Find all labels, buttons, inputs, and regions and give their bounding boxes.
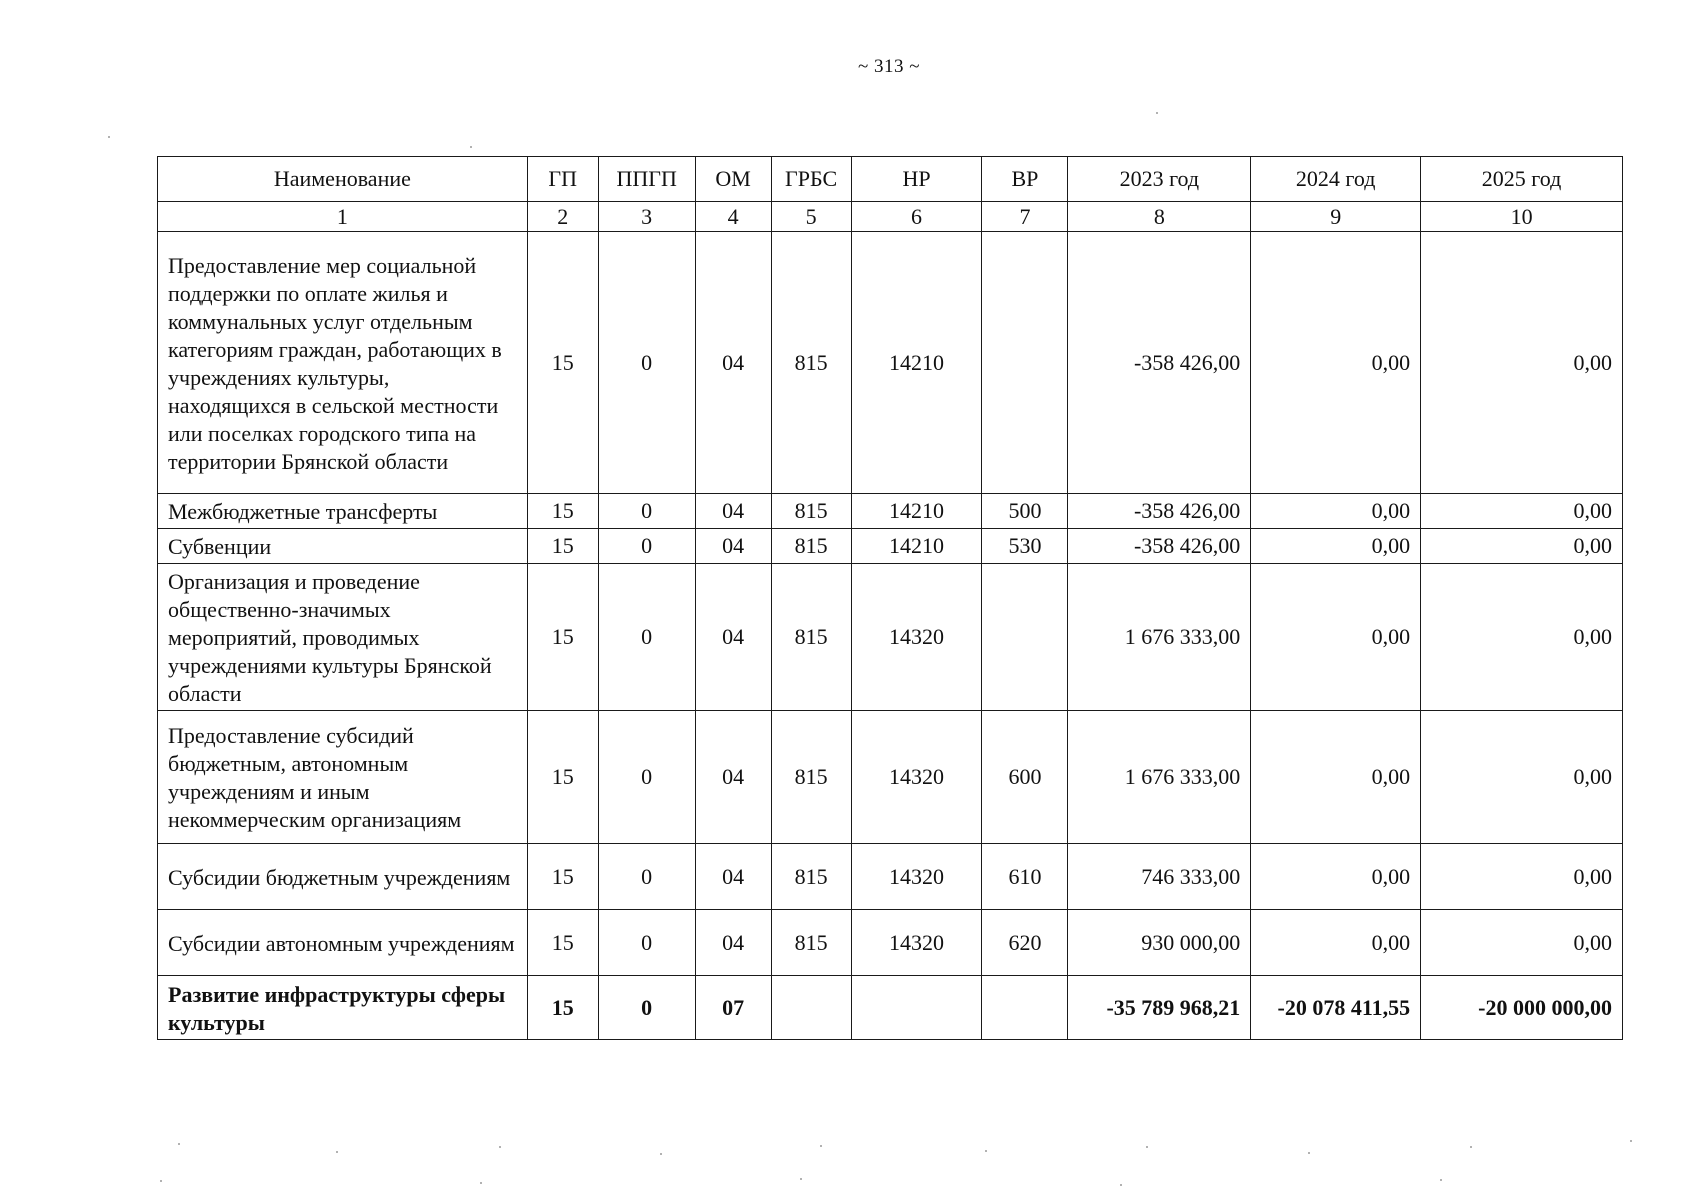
cell-2025: 0,00 bbox=[1421, 844, 1623, 910]
table-row bbox=[158, 976, 1623, 1040]
row-name: Субсидии автономным учреждениям bbox=[158, 910, 528, 976]
header-2023: 2023 год bbox=[1068, 157, 1251, 202]
cell-2023: -358 426,00 bbox=[1068, 494, 1251, 529]
cell-gp: 15 bbox=[527, 711, 598, 844]
cell-2025: 0,00 bbox=[1421, 711, 1623, 844]
scan-speck bbox=[800, 1178, 802, 1180]
cell-vr: 530 bbox=[982, 529, 1068, 564]
table-row bbox=[158, 232, 1623, 494]
cell-gp: 15 bbox=[527, 910, 598, 976]
cell-2023: -358 426,00 bbox=[1068, 232, 1251, 494]
cell-nr: 14210 bbox=[851, 494, 982, 529]
cell-gp: 15 bbox=[527, 232, 598, 494]
cell-vr: 600 bbox=[982, 711, 1068, 844]
header-gp: ГП bbox=[527, 157, 598, 202]
cell-2024: 0,00 bbox=[1251, 494, 1421, 529]
cell-grbs bbox=[771, 976, 851, 1040]
cell-gp: 15 bbox=[527, 976, 598, 1040]
column-number: 3 bbox=[598, 202, 695, 232]
cell-2023: 1 676 333,00 bbox=[1068, 564, 1251, 711]
row-name: Предоставление мер социальной поддержки по оплате жилья и коммунальных услуг отдельным категориям граждан, работающих в учреждениях культуры, находящихся в сельской местности или поселках городского типа на территории Брянской области bbox=[158, 232, 528, 494]
cell-nr bbox=[851, 976, 982, 1040]
cell-2023: 1 676 333,00 bbox=[1068, 711, 1251, 844]
scan-speck bbox=[820, 1145, 822, 1147]
scan-speck bbox=[1156, 112, 1158, 114]
header-2024: 2024 год bbox=[1251, 157, 1421, 202]
cell-ppgp: 0 bbox=[598, 529, 695, 564]
table-row bbox=[158, 844, 1623, 910]
cell-2024: -20 078 411,55 bbox=[1251, 976, 1421, 1040]
cell-vr: 610 bbox=[982, 844, 1068, 910]
column-number: 9 bbox=[1251, 202, 1421, 232]
cell-grbs: 815 bbox=[771, 529, 851, 564]
cell-vr: 620 bbox=[982, 910, 1068, 976]
cell-2025: 0,00 bbox=[1421, 910, 1623, 976]
cell-2024: 0,00 bbox=[1251, 529, 1421, 564]
cell-nr: 14320 bbox=[851, 910, 982, 976]
cell-2023: 930 000,00 bbox=[1068, 910, 1251, 976]
cell-grbs: 815 bbox=[771, 494, 851, 529]
cell-nr: 14320 bbox=[851, 564, 982, 711]
cell-2025: 0,00 bbox=[1421, 564, 1623, 711]
table-row bbox=[158, 494, 1623, 529]
cell-2023: 746 333,00 bbox=[1068, 844, 1251, 910]
cell-gp: 15 bbox=[527, 844, 598, 910]
scan-speck bbox=[470, 146, 472, 148]
column-number: 5 bbox=[771, 202, 851, 232]
cell-2025: 0,00 bbox=[1421, 529, 1623, 564]
scan-speck bbox=[660, 1153, 662, 1155]
scan-speck bbox=[499, 1146, 501, 1148]
column-number: 10 bbox=[1421, 202, 1623, 232]
column-number: 7 bbox=[982, 202, 1068, 232]
row-name: Межбюджетные трансферты bbox=[158, 494, 528, 529]
header-om: ОМ bbox=[695, 157, 771, 202]
cell-grbs: 815 bbox=[771, 910, 851, 976]
row-name: Предоставление субсидий бюджетным, автономным учреждениям и иным некоммерческим организациям bbox=[158, 711, 528, 844]
column-number: 2 bbox=[527, 202, 598, 232]
cell-grbs: 815 bbox=[771, 844, 851, 910]
table-row bbox=[158, 910, 1623, 976]
cell-om: 04 bbox=[695, 910, 771, 976]
cell-ppgp: 0 bbox=[598, 844, 695, 910]
scan-speck bbox=[108, 136, 110, 138]
cell-om: 07 bbox=[695, 976, 771, 1040]
header-name: Наименование bbox=[158, 157, 528, 202]
header-vr: ВР bbox=[982, 157, 1068, 202]
cell-ppgp: 0 bbox=[598, 910, 695, 976]
budget-table bbox=[157, 156, 1623, 1040]
cell-ppgp: 0 bbox=[598, 976, 695, 1040]
row-name: Развитие инфраструктуры сферы культуры bbox=[158, 976, 528, 1040]
cell-2024: 0,00 bbox=[1251, 711, 1421, 844]
cell-vr bbox=[982, 976, 1068, 1040]
header-ppgp: ППГП bbox=[598, 157, 695, 202]
cell-2024: 0,00 bbox=[1251, 910, 1421, 976]
cell-2023: -35 789 968,21 bbox=[1068, 976, 1251, 1040]
scan-speck bbox=[1440, 1179, 1442, 1181]
table-row bbox=[158, 529, 1623, 564]
cell-vr: 500 bbox=[982, 494, 1068, 529]
scan-speck bbox=[1630, 1140, 1632, 1142]
cell-2023: -358 426,00 bbox=[1068, 529, 1251, 564]
cell-om: 04 bbox=[695, 232, 771, 494]
row-name: Субсидии бюджетным учреждениям bbox=[158, 844, 528, 910]
page-number: ~ 313 ~ bbox=[857, 56, 921, 77]
cell-om: 04 bbox=[695, 494, 771, 529]
cell-2024: 0,00 bbox=[1251, 564, 1421, 711]
table-row bbox=[158, 711, 1623, 844]
cell-2025: -20 000 000,00 bbox=[1421, 976, 1623, 1040]
scan-speck bbox=[1120, 1184, 1122, 1186]
cell-ppgp: 0 bbox=[598, 232, 695, 494]
column-number: 6 bbox=[851, 202, 982, 232]
header-nr: НР bbox=[851, 157, 982, 202]
cell-ppgp: 0 bbox=[598, 711, 695, 844]
scan-speck bbox=[178, 1143, 180, 1145]
column-number: 8 bbox=[1068, 202, 1251, 232]
row-name: Субвенции bbox=[158, 529, 528, 564]
header-row bbox=[158, 157, 1623, 202]
cell-2025: 0,00 bbox=[1421, 232, 1623, 494]
cell-om: 04 bbox=[695, 529, 771, 564]
cell-nr: 14320 bbox=[851, 844, 982, 910]
row-name: Организация и проведение общественно-значимых мероприятий, проводимых учреждениями культуры Брянской области bbox=[158, 564, 528, 711]
cell-gp: 15 bbox=[527, 494, 598, 529]
scan-speck bbox=[985, 1150, 987, 1152]
column-number: 4 bbox=[695, 202, 771, 232]
header-2025: 2025 год bbox=[1421, 157, 1623, 202]
cell-2024: 0,00 bbox=[1251, 232, 1421, 494]
cell-vr bbox=[982, 564, 1068, 711]
cell-nr: 14210 bbox=[851, 529, 982, 564]
column-number-row bbox=[158, 202, 1623, 232]
cell-grbs: 815 bbox=[771, 564, 851, 711]
cell-ppgp: 0 bbox=[598, 494, 695, 529]
table-body bbox=[158, 232, 1623, 1040]
cell-ppgp: 0 bbox=[598, 564, 695, 711]
scan-speck bbox=[480, 1182, 482, 1184]
scan-speck bbox=[1308, 1152, 1310, 1154]
table-row bbox=[158, 564, 1623, 711]
header-grbs: ГРБС bbox=[771, 157, 851, 202]
cell-om: 04 bbox=[695, 564, 771, 711]
scan-speck bbox=[336, 1151, 338, 1153]
cell-gp: 15 bbox=[527, 529, 598, 564]
scan-speck bbox=[1470, 1146, 1472, 1148]
cell-om: 04 bbox=[695, 711, 771, 844]
cell-om: 04 bbox=[695, 844, 771, 910]
cell-grbs: 815 bbox=[771, 711, 851, 844]
cell-nr: 14320 bbox=[851, 711, 982, 844]
cell-2025: 0,00 bbox=[1421, 494, 1623, 529]
cell-grbs: 815 bbox=[771, 232, 851, 494]
cell-2024: 0,00 bbox=[1251, 844, 1421, 910]
cell-gp: 15 bbox=[527, 564, 598, 711]
cell-nr: 14210 bbox=[851, 232, 982, 494]
scan-speck bbox=[160, 1180, 162, 1182]
scan-speck bbox=[1146, 1146, 1148, 1148]
column-number: 1 bbox=[158, 202, 528, 232]
cell-vr bbox=[982, 232, 1068, 494]
